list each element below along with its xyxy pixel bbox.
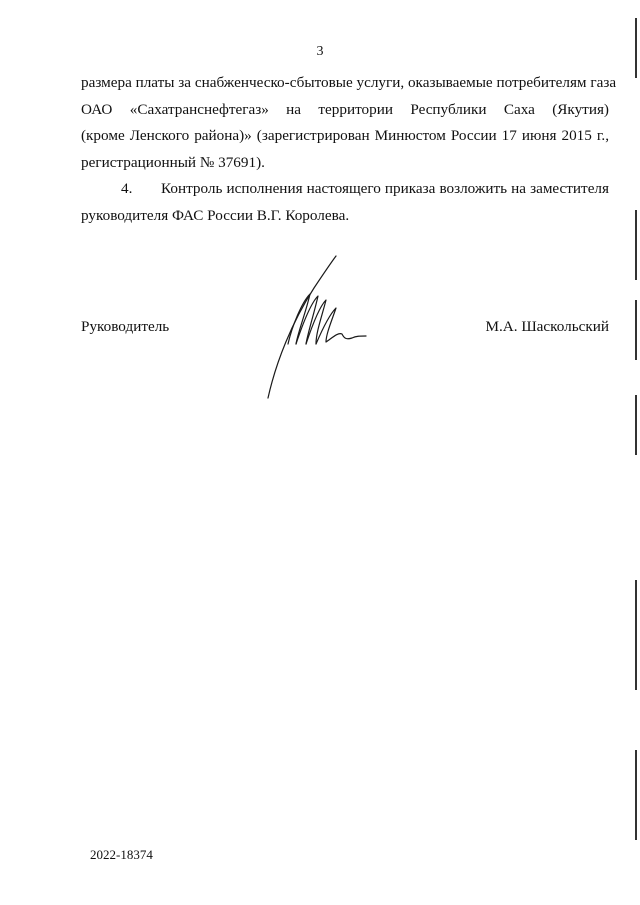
paragraph-line	[81, 176, 609, 203]
paragraph-line: регистрационный № 37691).	[81, 153, 265, 171]
paragraph-line: руководителя ФАС России В.Г. Королева.	[81, 206, 350, 224]
body-paragraph-continuation	[81, 70, 617, 176]
body-paragraph-item-4	[81, 176, 609, 229]
document-code: 2022-18374	[90, 847, 153, 862]
scan-edge-mark	[635, 395, 637, 455]
scan-edge-mark	[635, 300, 637, 360]
scan-edge-mark	[635, 18, 637, 78]
scan-edge-mark	[635, 210, 637, 280]
item-text: Контроль исполнения настоящего приказа возложить на заместителя	[161, 180, 609, 197]
scan-edge-mark	[635, 580, 637, 690]
paragraph-line: ОАО «Сахатранснефтегаз» на территории Республики Саха (Якутия)	[81, 100, 609, 118]
paragraph-line: размера платы за снабженческо-сбытовые услуги, оказываемые потребителям газа	[81, 74, 617, 91]
item-number: 4.	[121, 180, 133, 197]
scan-edge-mark	[635, 750, 637, 840]
page-number: 3	[316, 44, 324, 59]
signatory-name: М.А. Шаскольский	[485, 318, 609, 335]
signatory-title: Руководитель	[81, 318, 170, 335]
paragraph-line: (кроме Ленского района)» (зарегистрирован Минюстом России 17 июня 2015 г.,	[81, 127, 609, 145]
handwritten-signature	[262, 252, 372, 402]
